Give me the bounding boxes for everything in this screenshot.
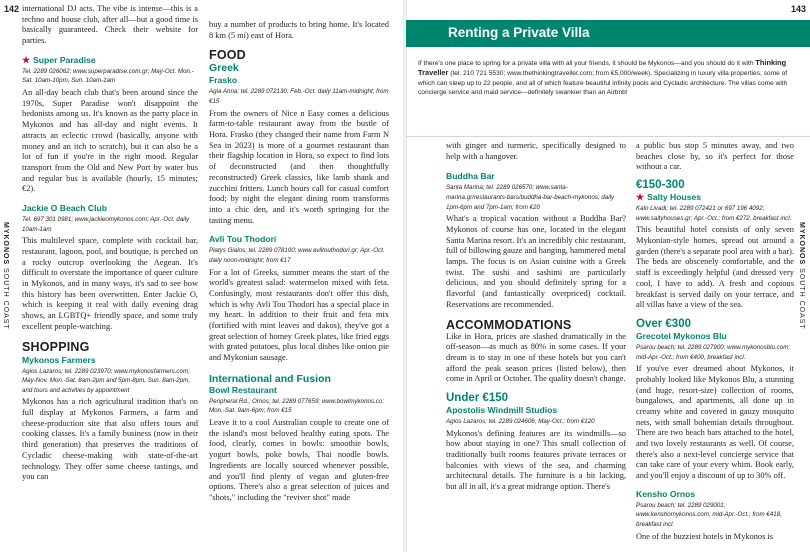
sidebar-divider bbox=[406, 136, 810, 137]
venue-avli-tou-thodori: Avli Tou Thodori bbox=[209, 234, 277, 245]
venue-body: If you've ever dreamed about Mykonos, it probably looked like Mykonos Blu, a stunning (and huge, resort-size) collection of rooms, bungalows, and apartments, all done up in creamy white and covered in gauzy mosquito nets, with small bohemian details throughout. There are two beach bars attached to the hotel, and two lovely restaurants as well. Of course, there's also a next-level concierge service that can take care of your every whim. Book early, and you'll enjoy a discount of up to 30% off. bbox=[636, 364, 794, 481]
venue-meta: Kalo Livadi; tel. 2289 072421 or 697 196 4092; www.saltyhouses.gr; Apr.-Oct.; from €272, breakfast incl. bbox=[636, 205, 792, 222]
page-number-left: 142 bbox=[4, 4, 20, 14]
left-column-1 bbox=[22, 4, 198, 483]
venue-apostolis: Apostolis Windmill Studios bbox=[446, 405, 558, 416]
venue-meta: Peripheral Rd., Ornos; tel. 2289 077659; www.bowlmykonos.co; Mon.-Sat. 9am-6pm; from €15 bbox=[209, 397, 385, 415]
chapter-tab-left-text bbox=[2, 222, 9, 330]
venue-body: Mykonos has a rich agricultural tradition that's on full display at Mykonos Farmers, a farm and cheese-production site that also offers tours and cooking classes. It's a family business (now in their third generation) that preserves the traditions of Cycladic cheese-making with state-of-the-art technology. They offer some cheese tastings, and you can bbox=[22, 397, 198, 482]
intro-text: international DJ acts. The vibe is intense—this is a techno and house club, after all—but a good time is basically guaranteed. Check their website for parties. bbox=[22, 4, 198, 46]
right-page bbox=[406, 0, 810, 552]
star-icon: ★ bbox=[22, 54, 31, 65]
left-column-2 bbox=[209, 20, 389, 504]
venue-body: Leave it to a cool Australian couple to create one of the island's most beloved healthy eating spots. The food, clearly, comes in bowls: smoothie bowls, yogurt bowls, poke bowls, Thai noodle bowls. Ingredients are locally sourced whenever possible, and you'll find plenty of vegan and gluten-free options. There's also a great selection of juices and "shots," including the "reviver shot" made bbox=[209, 418, 389, 502]
section-body: Like in Hora, prices are slashed dramatically in the off-season—as much as 80% in some cases. If your dream is to stay in one of these hotels but you can't afford the peak season prices (listed below), then come in April or October. The quality doesn't change. bbox=[446, 331, 626, 384]
right-column-2 bbox=[636, 141, 794, 542]
venue-meta: Tel. 2289 026062; www.superparadise.com.gr; May-Oct. Mon.-Sat. 10am-10pm, Sun. 10am-1am bbox=[22, 67, 194, 85]
venue-mykonos-farmers: Mykonos Farmers bbox=[22, 354, 96, 365]
venue-meta: Agios Lazaros; tel. 2289 023970; www.mykonosfarmers.com; May-Nov. Mon.-Sat. 8am-2pm and 5pm-8pm, Sun. 8am-2pm, and tours and activities by appointment bbox=[22, 367, 191, 394]
venue-salty-houses bbox=[636, 192, 794, 203]
venue-body: One of the buzziest hotels in Mykonos is bbox=[636, 531, 774, 541]
venue-kensho-ornos: Kensho Ornos bbox=[636, 488, 696, 499]
venue-grecotel: Grecotel Mykonos Blu bbox=[636, 330, 727, 341]
subheading-greek: Greek bbox=[209, 62, 239, 75]
tab-area: SOUTH COAST bbox=[2, 268, 9, 330]
sidebar-banner bbox=[406, 20, 810, 47]
section-heading-accommodations: ACCOMMODATIONS bbox=[446, 317, 572, 332]
sidebar-title: Renting a Private Villa bbox=[448, 25, 590, 40]
sidebar-box-text bbox=[418, 58, 804, 98]
section-heading-food: FOOD bbox=[209, 48, 246, 63]
price-tier-150-300: €150-300 bbox=[636, 179, 685, 192]
venue-frasko: Frasko bbox=[209, 75, 238, 86]
venue-meta: Tel. 697 301 0981; www.jackieomykonos.com; Apr.-Oct. daily 10am-1am bbox=[22, 216, 190, 233]
intro-text: buy a number of products to bring home. It's located 8 km (5 mi) east of Hora. bbox=[209, 20, 389, 40]
sidebar-text-start: If there's one place to spring for a private villa with all your friends, it should be Mykonos—and you should do it with bbox=[418, 60, 756, 67]
venue-body: An all-day beach club that's been around since the 1970s, Super Paradise won't disappoint the hedonists among us. It's known as the party place in Mykonos and has all-day and night events. It attracts an eclectic crowd (basically, anyone with money and an itch to scratch), but it can also be a lot of fun if you're in the right mood. Regular transport from the Old and New Port by water bus and regular bus is available (hourly, 15 minutes; €2). bbox=[22, 88, 198, 194]
tab-region: MYKONOS bbox=[798, 222, 805, 266]
chapter-tab-right-text bbox=[798, 222, 805, 330]
venue-meta: Psarou beach; tel. 2289 029001; www.kenshomykonos.com; mid-Apr.-Oct.; from €418, breakfast incl. bbox=[636, 501, 782, 529]
tab-region: MYKONOS bbox=[2, 222, 9, 266]
tab-area: SOUTH COAST bbox=[798, 268, 805, 330]
venue-name: Salty Houses bbox=[647, 192, 702, 203]
page-number-right: 143 bbox=[790, 4, 806, 14]
section-heading-shopping: SHOPPING bbox=[22, 339, 90, 354]
venue-body: For a lot of Greeks, summer means the start of the world's greatest salad: watermelon mixed with feta. Confusingly, most restaurants don't offer this dish, which is why Avli Tou Thodori has a special place in my heart. In addition to their fruit and feta mix (fortified with mint leaves and dakos), they've got a great selection of homey Greek plates, like fried eggs with grated potatoes, plus local dishes like onion pie and Mykonian sausage. bbox=[209, 267, 389, 363]
venue-bowl-restaurant: Bowl Restaurant bbox=[209, 384, 277, 395]
venue-jackie-o: Jackie O Beach Club bbox=[22, 203, 108, 214]
venue-meta: Platys Gialos; tel. 2289 078100; www.avlitouthodori.gr; Apr.-Oct. daily noon-midnight; from €17 bbox=[209, 247, 385, 264]
venue-body: What's a tropical vacation without a Buddha Bar? Mykonos of course has one, located in the elegant Santa Marina resort. It's an incredibly chic restaurant, full of billowing gauze and hanging, hammered metal lamps. The focus is on Asian cuisine with a Greek twist. The sushi and sashimi are particularly delicious, and you should definitely spring for a flavorful (and fantastically overpriced) cocktail. Reservations are recommended. bbox=[446, 214, 627, 309]
price-tier-under-150: Under €150 bbox=[446, 392, 509, 405]
venue-super-paradise bbox=[22, 55, 198, 66]
venue-body: From the owners of Nice n Easy comes a delicious farm-to-table restaurant away from the bustle of Hora. Frasko (they changed their name from Farm N Sea in 2023) is more of a gourmet restaurant than their flagship location in Hora, so expect to find lots of deconstructed (and then thoughtfully reconstructed) Greek classics, like lamb shank and zucchini fritters. Lunch hours call for casual comfort food; by night the elegant dining room transforms into a chic den, and it's worth springing for the tasting menu. bbox=[209, 108, 389, 225]
right-column-1 bbox=[446, 141, 626, 493]
venue-meta: Agios Lazaros; tel. 2289 024606; May-Oct.; from €120 bbox=[446, 418, 595, 426]
star-icon: ★ bbox=[636, 192, 645, 203]
intro-text: with ginger and turmeric, specifically designed to help with a hangover. bbox=[446, 141, 626, 161]
left-page bbox=[0, 0, 404, 552]
venue-body: This beautiful hotel consists of only seven Mykonian-style homes, spread out around a garden (there's a separate pool area with a bar). The beds are obscenely comfortable, and the staff is exceedingly helpful (and dressed very cool, I have to add). A fresh and copious breakfast is served daily on your terrace, and all villas have a view of the sea. bbox=[636, 225, 794, 310]
intro-text: a public bus stop 5 minutes away, and two beaches close by, so it's perfect for those without a car. bbox=[636, 141, 794, 172]
venue-meta: Agia Anna; tel. 2289 072130; Feb.-Oct. daily 11am-midnight; from €15 bbox=[209, 88, 389, 105]
venue-body: Mykonos's defining features are its windmills—so how about staying in one? This small collection of traditionally built rooms features private terraces or balconies with views of the sea, and charming architectural details. The furniture is a bit lacking, but all in all, it's a great midrange option. There's bbox=[446, 428, 626, 492]
venue-name: Super Paradise bbox=[33, 54, 96, 65]
price-tier-over-300: Over €300 bbox=[636, 317, 691, 330]
venue-meta: Santa Marina; tel. 2289 026570; www.santa-marina.gr/restaurants-bars/buddha-bar-beach-mykonos; daily 1pm-6pm and 7pm-1am; from €20 bbox=[446, 184, 615, 211]
venue-meta: Psarou beach; tel. 2289 027900; www.mykonosblu.com; mid-Apr.-Oct.; from €400, breakfast incl. bbox=[636, 343, 791, 361]
subheading-international: International and Fusion bbox=[209, 372, 331, 385]
sidebar-text-end: (tel. 210 721 5530; www.thethinkingtraveller.com; from €5,000/week). Specializing in luxury villa properties, some of which can sleep up to 22 people, and all of which feature beautiful infinity pools and Cycladic architecture. The villas come with concierge service and maid service—definitely swankier than an Airbnb! bbox=[418, 70, 788, 97]
venue-buddha-bar: Buddha Bar bbox=[446, 171, 495, 182]
sidebar-bold-name: Thinking Traveller bbox=[418, 58, 787, 78]
venue-body: This multilevel space, complete with cocktail bar, restaurant, lagoon, pool, and boutique, is perched on a rocky outcrop overlooking the Aegean. It's difficult to overstate the importance of queer culture in Mykonos, and in many ways, it's sad to see how this history has been overwritten. Enter Jackie O, which is keeping it real with daily evening drag shows, an LGBTQ+ friendly space, and some truly excellent people-watching. bbox=[22, 236, 198, 331]
